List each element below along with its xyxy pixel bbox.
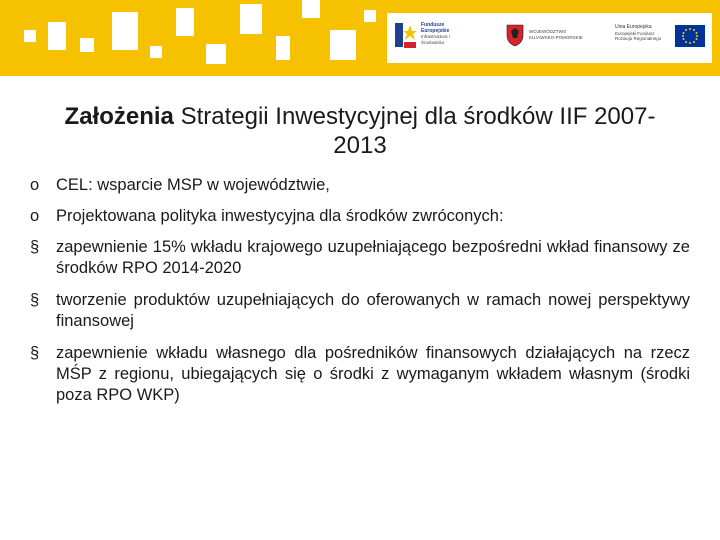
fundusze-logo-line: Infrastruktura i Środowisko	[421, 34, 450, 45]
list-item	[30, 290, 690, 334]
decor-square	[112, 12, 138, 50]
decor-square	[176, 8, 194, 36]
decor-square	[24, 30, 36, 42]
list-item-text: zapewnienie 15% wkładu krajowego uzupełniającego bezpośredni wkład finansowy ze środków RPO 2014-2020	[56, 238, 690, 277]
slide-title-rest: Strategii Inwestycyjnej dla środków IIF 2007-2013	[173, 103, 656, 159]
decor-square	[48, 22, 66, 50]
list-item-text: zapewnienie wkładu własnego dla pośredników finansowych działających na rzecz MŚP z regionu, ubiegających się o środki z wymaganym wkładem własnym (środki poza RPO WKP)	[56, 344, 690, 404]
slide-title-bold: Założenia	[64, 103, 174, 130]
list-item-text: CEL: wsparcie MSP w województwie,	[56, 176, 330, 194]
fundusze-star-icon	[395, 21, 417, 51]
eu-flag-icon	[675, 25, 705, 47]
decor-square	[364, 10, 376, 22]
list-item	[30, 237, 690, 281]
list-item	[30, 206, 690, 228]
ue-logo-line: Unia Europejska	[615, 24, 652, 30]
decor-square	[302, 0, 320, 18]
logo-strip	[387, 13, 712, 63]
section-bullet-icon: §	[30, 344, 40, 362]
decor-square	[206, 44, 226, 64]
unia-europejska-logo	[615, 19, 707, 57]
list-item	[30, 343, 690, 409]
decor-square	[80, 38, 94, 52]
fundusze-logo-line: Fundusze	[421, 22, 445, 28]
decor-square	[240, 4, 262, 34]
wojewodztwo-logo	[505, 19, 585, 57]
wojewodztwo-logo-line: KUJAWSKO-POMORSKIE	[529, 34, 583, 40]
decor-square	[150, 46, 162, 58]
fundusze-europejskie-logo	[395, 19, 465, 57]
list-item	[30, 175, 690, 197]
header-banner	[0, 0, 720, 76]
section-bullet-icon: §	[30, 238, 40, 256]
slide-title	[40, 102, 680, 160]
decor-square	[276, 36, 290, 60]
regional-shield-icon	[505, 23, 525, 47]
decor-square	[330, 30, 356, 60]
circle-bullet-icon: o	[30, 207, 40, 225]
ue-logo-line: Rozwoju Regionalnego	[615, 36, 662, 41]
fundusze-logo-line: Europejskie	[421, 27, 450, 34]
list-item-text: tworzenie produktów uzupełniających do oferowanych w ramach nowej perspektywy finansowej	[56, 291, 690, 330]
section-bullet-icon: §	[30, 291, 40, 309]
ue-logo-line: Europejski Fundusz	[615, 30, 655, 36]
circle-bullet-icon: o	[30, 176, 40, 194]
list-item-text: Projektowana polityka inwestycyjna dla środków zwróconych:	[56, 207, 504, 225]
wojewodztwo-logo-line: WOJEWÓDZTWO	[529, 29, 567, 34]
